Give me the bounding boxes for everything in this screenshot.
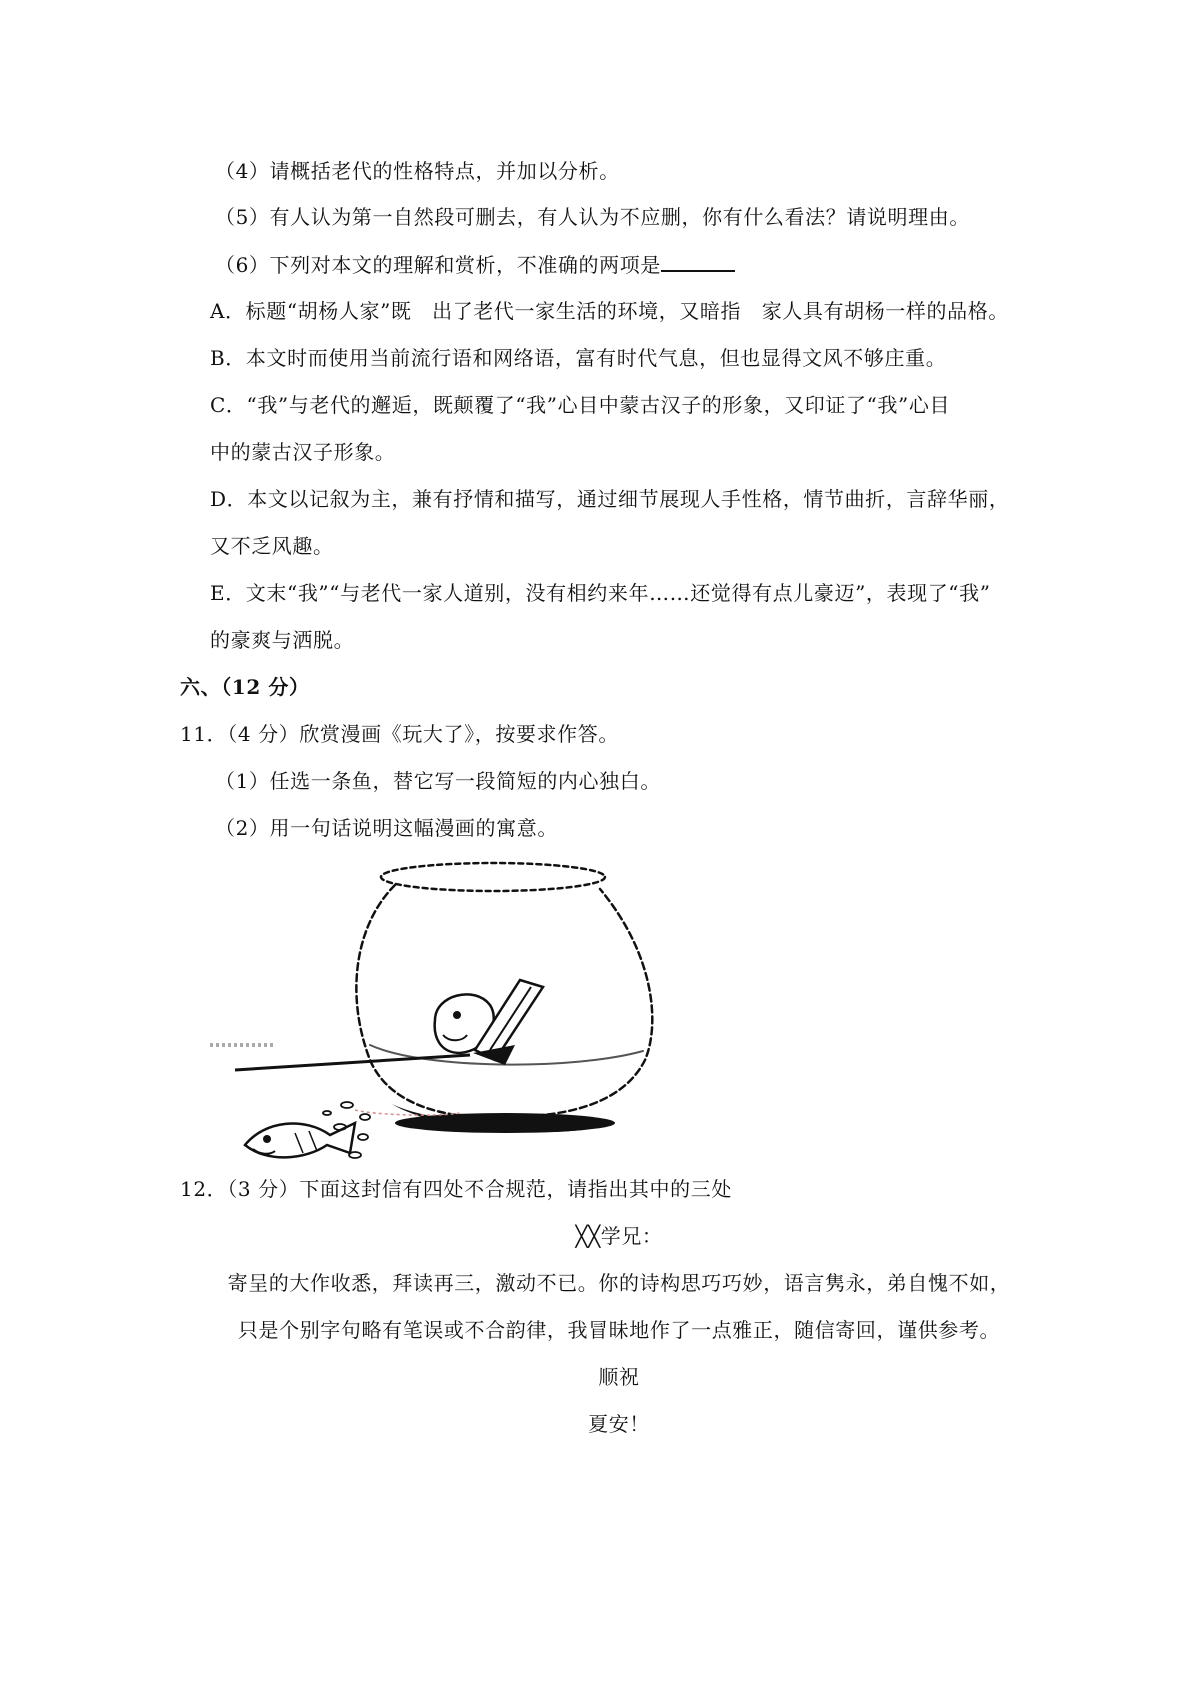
option-c-line2: 中的蒙古汉子形象。 — [210, 440, 396, 464]
option-e-line2: 的豪爽与洒脱。 — [210, 628, 355, 652]
fishbowl-outline — [356, 885, 652, 1117]
option-b: B．本文时而使用当前流行语和网络语，富有时代气息，但也显得文风不够庄重。 — [210, 346, 947, 370]
question-11: 11．（4 分）欣赏漫画《玩大了》，按要求作答。 — [180, 722, 619, 746]
question-11-2: （2）用一句话说明这幅漫画的寓意。 — [215, 816, 558, 840]
letter-closing-1: 顺祝 — [598, 1365, 640, 1389]
option-d-line1: D．本文以记叙为主，兼有抒情和描写，通过细节展现人手性格，情节曲折，言辞华丽， — [210, 487, 1010, 511]
letter-body-line2: 只是个别字句略有笔误或不合韵律，我冒昧地作了一点雅正，随信寄回，谨供参考。 — [237, 1318, 1001, 1342]
option-e-line1: E．文末“我”“与老代一家人道别，没有相约来年……还觉得有点儿豪迈”，表现了“我” — [210, 581, 991, 605]
option-a: A．标题“胡杨人家”既 出了老代一家生活的环境，又暗指 家人具有胡杨一样的品格。 — [210, 299, 1009, 323]
option-d-line2: 又不乏风趣。 — [210, 534, 334, 558]
letter-salutation: ╳╳学兄： — [575, 1224, 663, 1248]
question-12: 12．（3 分）下面这封信有四处不合规范，请指出其中的三处 — [180, 1177, 732, 1201]
section-6-heading: 六、（12 分） — [180, 675, 310, 699]
question-6 — [215, 250, 735, 279]
letter-body-line1: 寄呈的大作收悉，拜读再三，激动不已。你的诗构思巧巧妙，语言隽永，弟自愧不如， — [227, 1271, 1011, 1295]
letter-closing-2: 夏安！ — [588, 1412, 650, 1436]
answer-blank — [661, 250, 735, 272]
question-5: （5）有人认为第一自然段可删去，有人认为不应删，你有什么看法？请说明理由。 — [215, 205, 970, 229]
fishbowl-rim — [381, 863, 605, 891]
fish-outside-bowl — [245, 1123, 355, 1157]
option-c-line1: C．“我”与老代的邂逅，既颠覆了“我”心目中蒙古汉子的形象，又印证了“我”心目 — [210, 393, 951, 417]
question-4: （4）请概括老代的性格特点，并加以分析。 — [215, 159, 620, 183]
question-6-text: （6）下列对本文的理解和赏析，不准确的两项是 — [215, 253, 661, 277]
fishing-rod — [235, 1055, 470, 1070]
cartoon-illustration — [205, 855, 675, 1167]
question-11-1: （1）任选一条鱼，替它写一段简短的内心独白。 — [215, 769, 661, 793]
